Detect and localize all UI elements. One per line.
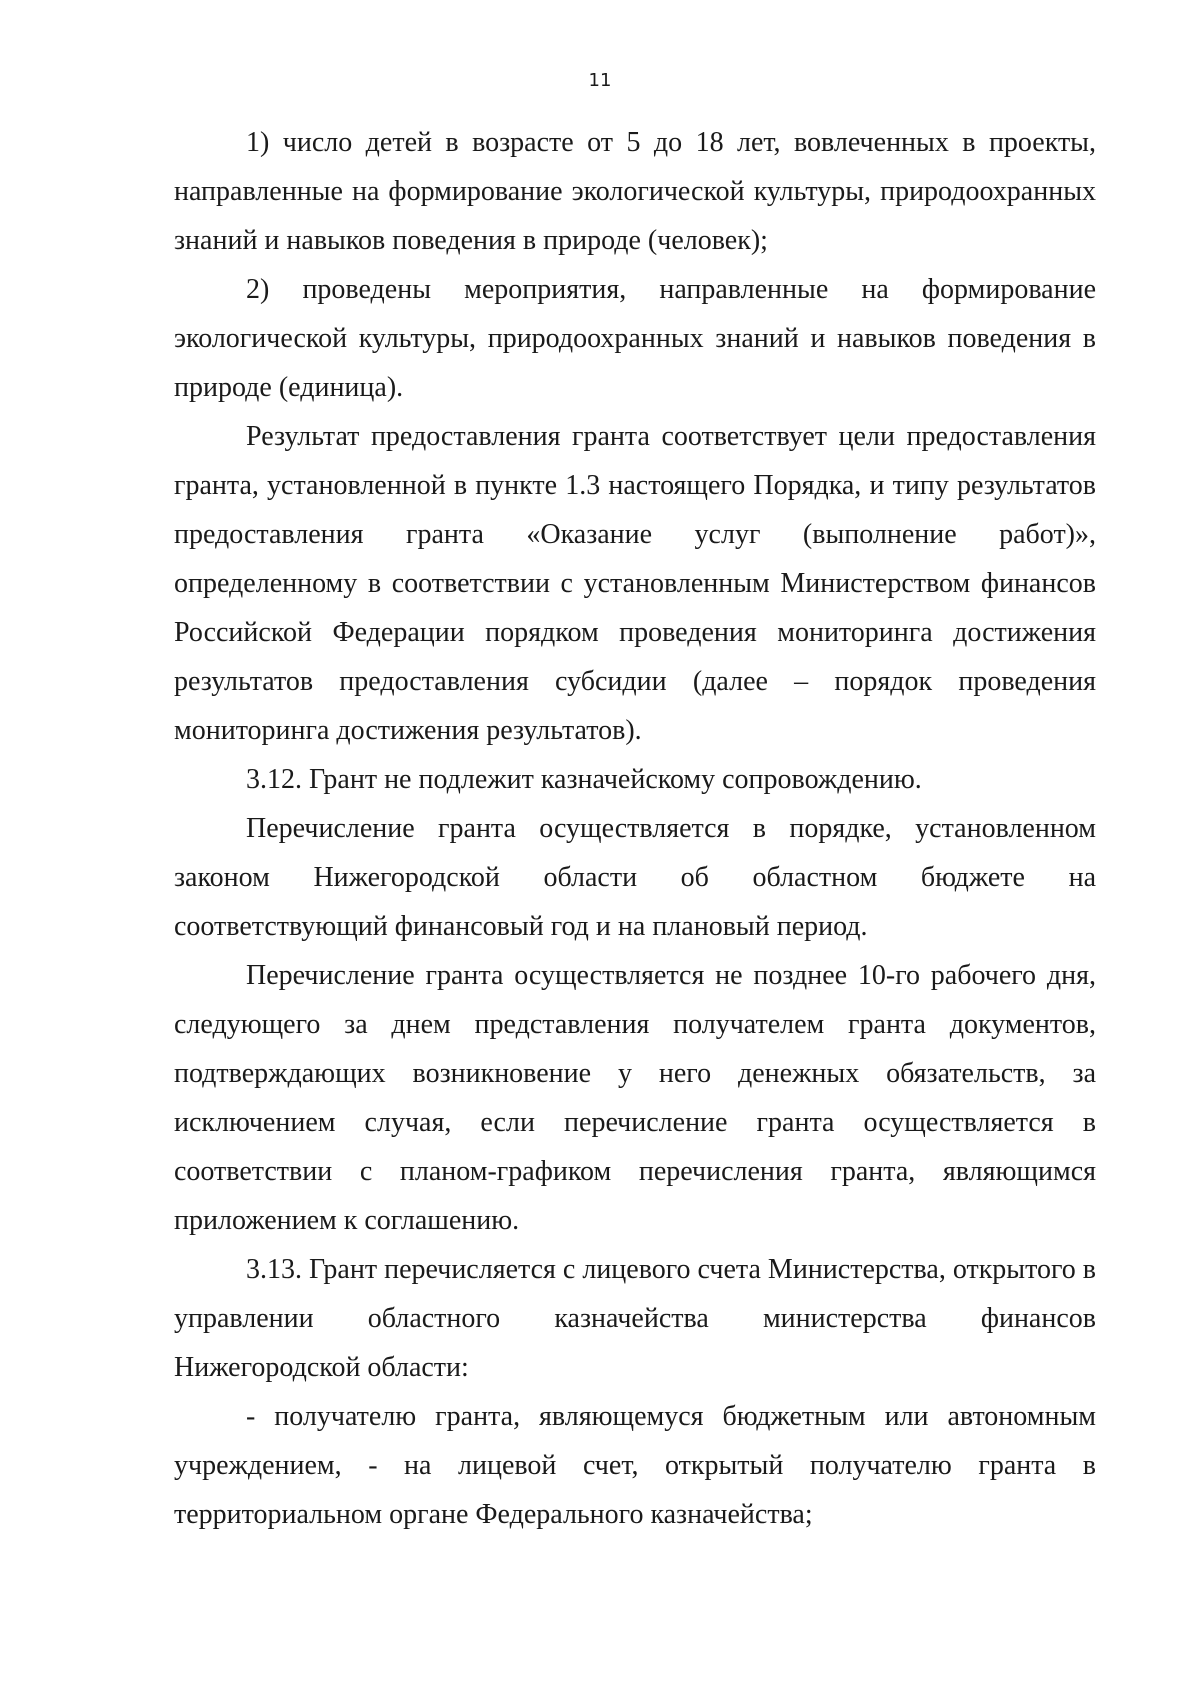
paragraph-result-children-count: 1) число детей в возрасте от 5 до 18 лет, вовлеченных в проекты, направленные на формирование экологической культуры, природоохранных знаний и навыков поведения в природе (человек); <box>174 127 1096 256</box>
paragraph-budget-recipient: - получателю гранта, являющемуся бюджетным или автономным учреждением, - на лицевой счет, открытый получателю гранта в территориальном органе Федерального казначейства; <box>174 1401 1096 1530</box>
page-number: 11 <box>588 70 612 91</box>
paragraph-section-3-12: 3.12. Грант не подлежит казначейскому сопровождению. <box>246 764 922 795</box>
paragraph-grant-result-purpose: Результат предоставления гранта соответствует цели предоставления гранта, установленной в пункте 1.3 настоящего Порядка, и типу результатов предоставления гранта «Оказание услуг (выполнение работ)», определенному в соответствии с установленным Министерством финансов Российской Федерации порядком проведения мониторинга достижения результатов предоставления субсидии (далее – порядок проведения мониторинга достижения результатов). <box>174 421 1096 746</box>
paragraph-result-events-count: 2) проведены мероприятия, направленные на формирование экологической культуры, природоохранных знаний и навыков поведения в природе (единица). <box>174 274 1096 403</box>
paragraph-grant-transfer-order: Перечисление гранта осуществляется в порядке, установленном законом Нижегородской области об областном бюджете на соответствующий финансовый год и на плановый период. <box>174 813 1096 942</box>
paragraph-section-3-13: 3.13. Грант перечисляется с лицевого счета Министерства, открытого в управлении областного казначейства министерства финансов Нижегородской области: <box>174 1254 1096 1383</box>
paragraph-grant-transfer-deadline: Перечисление гранта осуществляется не позднее 10-го рабочего дня, следующего за днем представления получателем гранта документов, подтверждающих возникновение у него денежных обязательств, за исключением случая, если перечисление гранта осуществляется в соответствии с планом-графиком перечисления гранта, являющимся приложением к соглашению. <box>174 960 1096 1236</box>
document-body <box>174 118 1096 1539</box>
